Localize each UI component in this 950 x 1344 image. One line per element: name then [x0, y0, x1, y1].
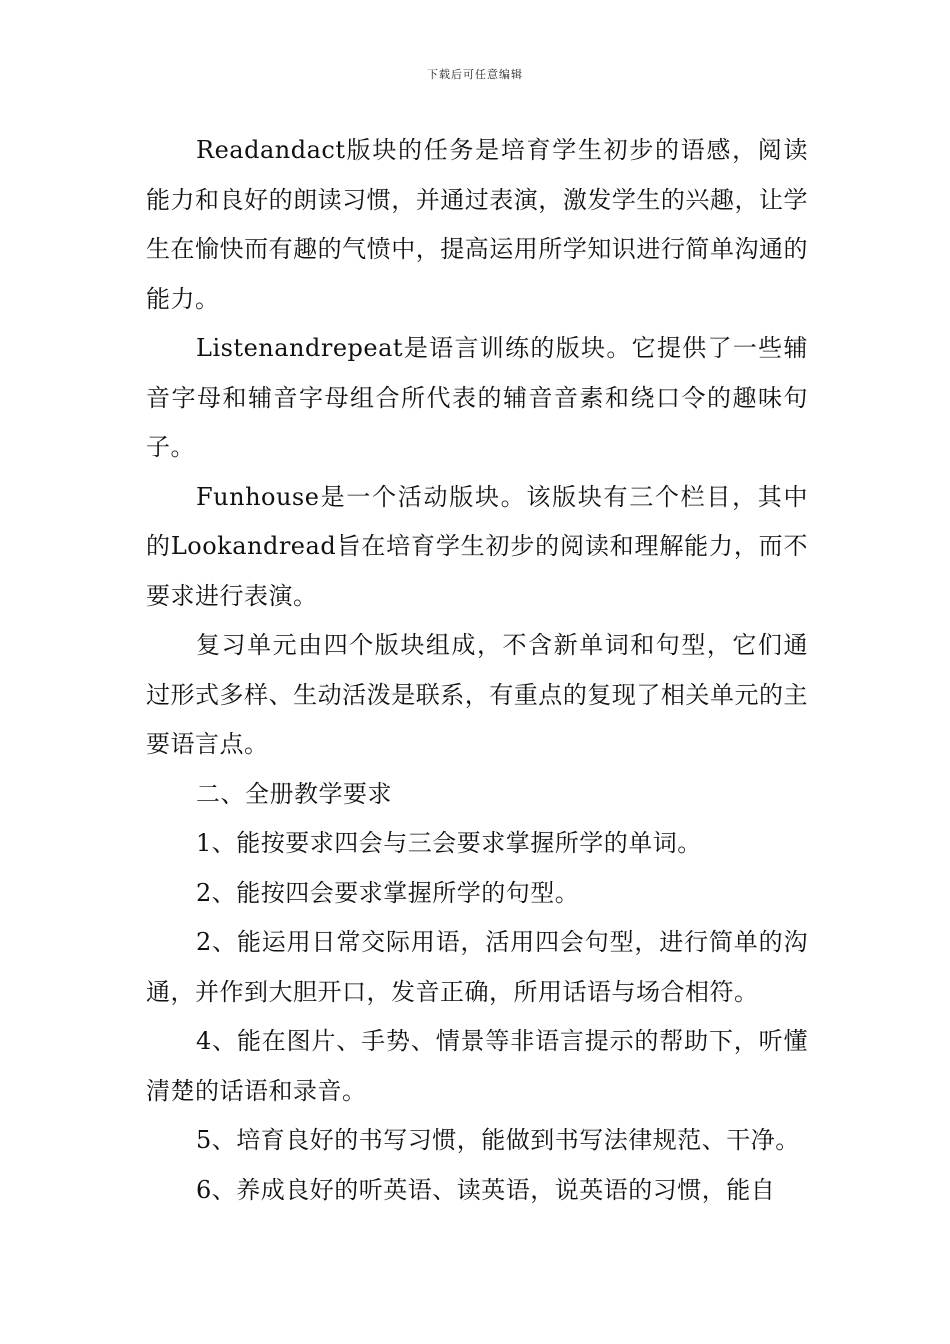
- paragraph-listen-and-repeat: Listenandrepeat是语言训练的版块。它提供了一些辅音字母和辅音字母组合所代表的辅音音素和绕口令的趣味句子。: [146, 334, 808, 461]
- page-header-note: 下载后可任意编辑: [427, 68, 523, 81]
- requirement-item-6: 6、养成良好的听英语、读英语，说英语的习惯，能自: [196, 1175, 776, 1204]
- requirement-item-2: 2、能按四会要求掌握所学的句型。: [196, 878, 580, 907]
- section-heading-requirements: 二、全册教学要求: [196, 779, 392, 808]
- requirement-item-1: 1、能按要求四会与三会要求掌握所学的单词。: [196, 829, 702, 857]
- requirement-item-3: 2、能运用日常交际用语，活用四会句型，进行简单的沟通，并作到大胆开口，发音正确，所用话语与场合相符。: [146, 928, 808, 1006]
- requirement-item-4: 4、能在图片、手势、情景等非语言提示的帮助下，听懂清楚的话语和录音。: [146, 1027, 808, 1105]
- document-body: [146, 126, 808, 1215]
- paragraph-review-unit: 复习单元由四个版块组成，不含新单词和句型，它们通过形式多样、生动活泼是联系，有重点的复现了相关单元的主要语言点。: [146, 631, 808, 758]
- paragraph-read-and-act: Readandact版块的任务是培育学生初步的语感，阅读能力和良好的朗读习惯，并通过表演，激发学生的兴趣，让学生在愉快而有趣的气愤中，提高运用所学知识进行简单沟通的能力。: [146, 136, 808, 313]
- requirement-item-5: 5、培育良好的书写习惯，能做到书写法律规范、干净。: [196, 1126, 800, 1154]
- paragraph-fun-house: Funhouse是一个活动版块。该版块有三个栏目，其中的Lookandread旨在培育学生初步的阅读和理解能力，而不要求进行表演。: [146, 482, 808, 610]
